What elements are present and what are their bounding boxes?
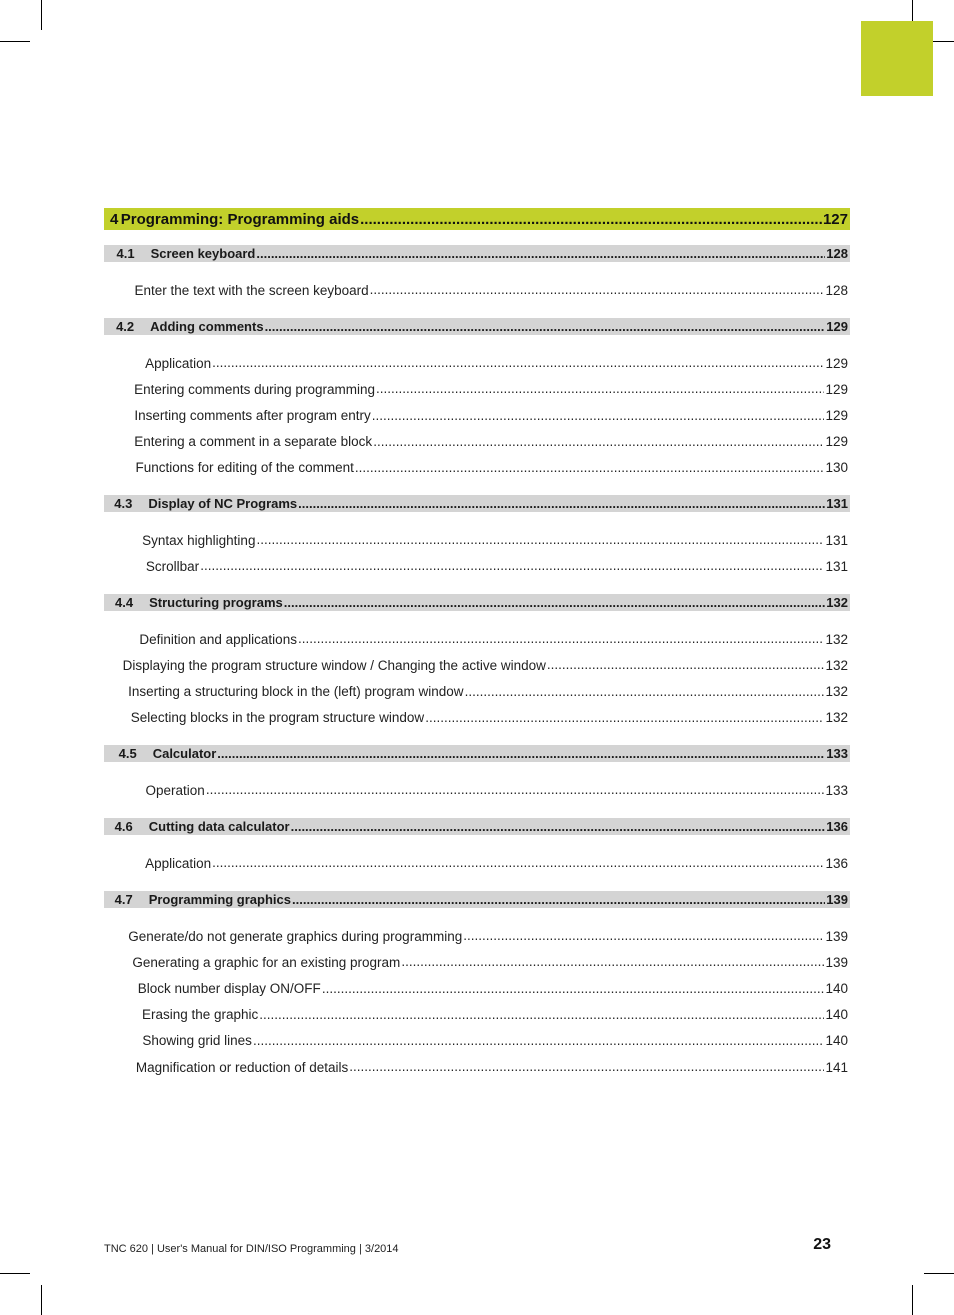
leader-dots <box>376 382 825 396</box>
leader-dots <box>401 955 824 969</box>
entry-title: Showing grid lines <box>142 1033 252 1049</box>
chapter-title: Programming: Programming aids <box>120 210 360 228</box>
entry-page: 129 <box>825 407 848 423</box>
section-number: 4.7 <box>114 892 133 907</box>
section-number: 4.1 <box>116 246 135 261</box>
entry-page: 128 <box>825 282 848 298</box>
crop-mark <box>41 1285 42 1315</box>
entry-title: Syntax highlighting <box>142 532 256 548</box>
crop-mark <box>0 41 30 42</box>
entry-title: Definition and applications <box>139 631 297 647</box>
chapter-page: 127 <box>822 210 848 228</box>
toc-entry[interactable] <box>104 1031 850 1051</box>
section-title: Display of NC Programs <box>148 496 298 511</box>
leader-dots <box>206 783 825 797</box>
entry-page: 129 <box>825 355 848 371</box>
leader-dots <box>265 320 826 333</box>
crop-mark <box>41 0 42 30</box>
crop-mark <box>924 1273 954 1274</box>
leader-dots <box>292 893 825 906</box>
entry-page: 132 <box>825 631 848 647</box>
leader-dots <box>256 247 825 260</box>
leader-dots <box>547 658 825 672</box>
section-page: 136 <box>826 819 848 834</box>
footer-text: TNC 620 | User's Manual for DIN/ISO Programming | 3/2014 <box>104 1243 399 1255</box>
entry-title: Application <box>145 355 212 371</box>
entry-title: Inserting comments after program entry <box>134 407 371 423</box>
entry-page: 139 <box>825 954 848 970</box>
leader-dots <box>425 711 824 725</box>
entry-page: 132 <box>825 657 848 673</box>
toc-section-heading[interactable] <box>104 745 850 762</box>
toc-entry[interactable] <box>104 926 850 946</box>
entry-title: Block number display ON/OFF <box>137 980 321 996</box>
leader-dots <box>212 856 824 870</box>
toc-entry[interactable] <box>104 629 850 649</box>
toc-entry[interactable] <box>104 853 850 873</box>
leader-dots <box>322 982 825 996</box>
entry-page: 130 <box>825 460 848 476</box>
leader-dots <box>298 632 825 646</box>
toc-section-heading[interactable] <box>104 495 850 512</box>
section-number: 4.5 <box>118 746 137 761</box>
entry-title: Selecting blocks in the program structure window <box>130 710 425 726</box>
entry-title: Operation <box>145 782 205 798</box>
toc-entry[interactable] <box>104 681 850 701</box>
leader-dots <box>200 559 824 573</box>
leader-dots <box>360 212 822 227</box>
leader-dots <box>463 929 824 943</box>
toc-entry[interactable] <box>104 780 850 800</box>
leader-dots <box>259 1008 824 1022</box>
entry-page: 140 <box>825 980 848 996</box>
toc-entry[interactable] <box>104 432 850 452</box>
section-number: 4.2 <box>116 319 135 334</box>
page-number: 23 <box>813 1236 831 1253</box>
section-page: 133 <box>826 746 848 761</box>
entry-title: Application <box>145 855 212 871</box>
entry-page: 140 <box>825 1007 848 1023</box>
entry-title: Entering comments during programming <box>134 381 375 397</box>
toc-section-heading[interactable] <box>104 594 850 611</box>
entry-page: 131 <box>825 558 848 574</box>
toc-entry[interactable] <box>104 978 850 998</box>
leader-dots <box>465 685 825 699</box>
entry-page: 132 <box>825 683 848 699</box>
entry-page: 141 <box>825 1059 848 1075</box>
toc-entry[interactable] <box>104 530 850 550</box>
section-page: 132 <box>826 595 848 610</box>
leader-dots <box>253 1034 825 1048</box>
entry-title: Magnification or reduction of details <box>135 1059 349 1075</box>
toc-entry[interactable] <box>104 353 850 373</box>
entry-title: Generate/do not generate graphics during programming <box>128 928 463 944</box>
toc-section-heading[interactable] <box>104 818 850 835</box>
toc-entry[interactable] <box>104 655 850 675</box>
toc-section-heading[interactable] <box>104 891 850 908</box>
toc-entry[interactable] <box>104 952 850 972</box>
leader-dots <box>372 409 825 423</box>
leader-dots <box>212 356 824 370</box>
leader-dots <box>298 497 825 510</box>
entry-page: 131 <box>825 532 848 548</box>
leader-dots <box>256 533 824 547</box>
leader-dots <box>284 596 826 609</box>
toc-entry[interactable] <box>104 379 850 399</box>
leader-dots <box>373 435 824 449</box>
leader-dots <box>291 820 826 833</box>
crop-mark <box>912 1285 913 1315</box>
toc-entry[interactable] <box>104 556 850 576</box>
entry-page: 129 <box>825 381 848 397</box>
entry-page: 129 <box>825 434 848 450</box>
section-number: 4.4 <box>115 595 134 610</box>
toc-chapter-heading[interactable] <box>104 208 850 230</box>
entry-title: Displaying the program structure window / Changing the active window <box>122 657 546 673</box>
section-title: Adding comments <box>150 319 264 334</box>
entry-title: Inserting a structuring block in the (left) program window <box>128 683 464 699</box>
entry-title: Entering a comment in a separate block <box>134 434 373 450</box>
chapter-tab-marker <box>861 21 933 96</box>
section-title: Screen keyboard <box>150 246 256 261</box>
entry-page: 133 <box>825 782 848 798</box>
toc-entry[interactable] <box>104 708 850 728</box>
section-page: 129 <box>826 319 848 334</box>
section-title: Calculator <box>152 746 217 761</box>
chapter-number: 4 <box>110 210 119 228</box>
toc-entry[interactable] <box>104 1057 850 1077</box>
section-page: 131 <box>826 496 848 511</box>
entry-page: 139 <box>825 928 848 944</box>
leader-dots <box>370 283 825 297</box>
entry-page: 132 <box>825 710 848 726</box>
section-title: Structuring programs <box>149 595 283 610</box>
section-title: Programming graphics <box>148 892 291 907</box>
section-page: 128 <box>826 246 848 261</box>
entry-page: 140 <box>825 1033 848 1049</box>
toc-entry[interactable] <box>104 458 850 478</box>
leader-dots <box>349 1060 824 1074</box>
section-page: 139 <box>826 892 848 907</box>
toc-section-heading[interactable] <box>104 318 850 335</box>
toc-entry[interactable] <box>104 1005 850 1025</box>
toc-entry[interactable] <box>104 280 850 300</box>
entry-page: 136 <box>825 855 848 871</box>
section-number: 4.6 <box>114 819 133 834</box>
entry-title: Scrollbar <box>145 558 200 574</box>
toc-entry[interactable] <box>104 405 850 425</box>
entry-title: Generating a graphic for an existing program <box>132 954 401 970</box>
section-number: 4.3 <box>114 496 133 511</box>
crop-mark <box>0 1273 30 1274</box>
entry-title: Functions for editing of the comment <box>135 460 354 476</box>
section-title: Cutting data calculator <box>148 819 290 834</box>
entry-title: Erasing the graphic <box>141 1007 259 1023</box>
leader-dots <box>355 461 825 475</box>
entry-title: Enter the text with the screen keyboard <box>134 282 369 298</box>
toc-section-heading[interactable] <box>104 245 850 262</box>
leader-dots <box>217 747 825 760</box>
